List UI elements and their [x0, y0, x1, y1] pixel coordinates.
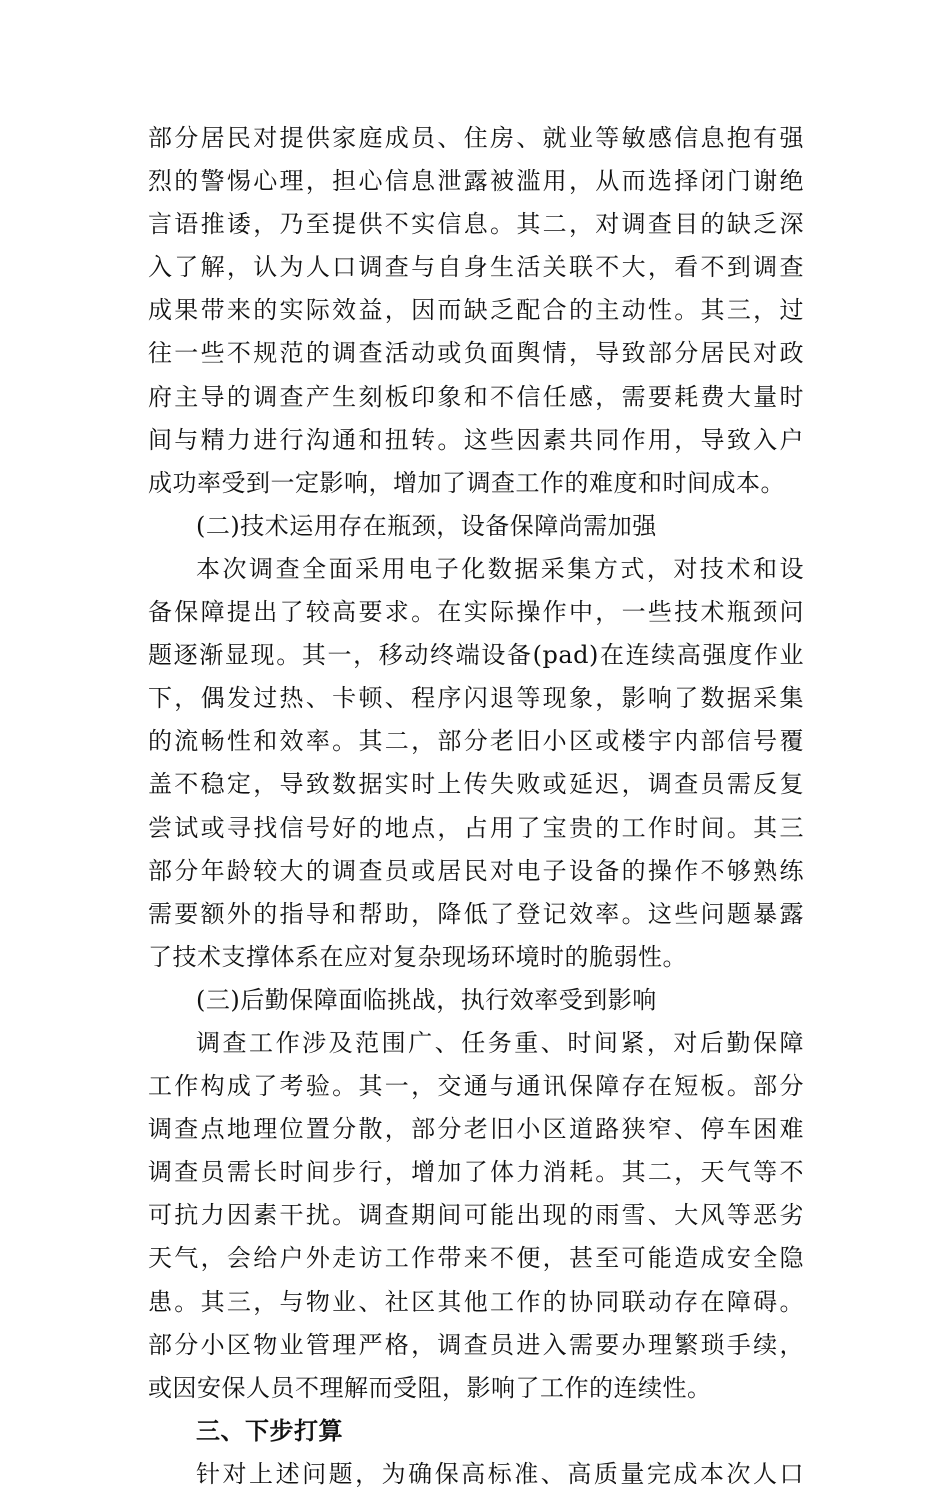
paragraph-line: 调查员需长时间步行，增加了体力消耗。其二，天气等不 [148, 1158, 804, 1187]
paragraph-line: 尝试或寻找信号好的地点，占用了宝贵的工作时间。其三 [148, 813, 804, 842]
document-body [148, 117, 804, 1496]
section-heading-2: (二)技术运用存在瓶颈，设备保障尚需加强 [196, 511, 657, 540]
paragraph-line: 天气，会给户外走访工作带来不便，甚至可能造成安全隐 [148, 1244, 804, 1273]
paragraph-line: 的流畅性和效率。其二，部分老旧小区或楼宇内部信号覆 [148, 727, 804, 756]
paragraph-line: 调查点地理位置分散，部分老旧小区道路狭窄、停车困难 [148, 1115, 804, 1144]
paragraph-line: 调查工作涉及范围广、任务重、时间紧，对后勤保障 [196, 1028, 804, 1057]
paragraph-line: 下，偶发过热、卡顿、程序闪退等现象，影响了数据采集 [148, 684, 804, 713]
paragraph-line: 可抗力因素干扰。调查期间可能出现的雨雪、大风等恶劣 [148, 1201, 804, 1230]
paragraph-line: 间与精力进行沟通和扭转。这些因素共同作用，导致入户 [148, 425, 804, 454]
paragraph-line: 本次调查全面采用电子化数据采集方式，对技术和设 [196, 554, 804, 583]
paragraph-line: 或因安保人员不理解而受阻，影响了工作的连续性。 [148, 1373, 712, 1402]
paragraph-line: 题逐渐显现。其一，移动终端设备(pad)在连续高强度作业 [148, 641, 804, 670]
paragraph-line: 往一些不规范的调查活动或负面舆情，导致部分居民对政 [148, 339, 804, 368]
paragraph-line: 烈的警惕心理，担心信息泄露被滥用，从而选择闭门谢绝 [148, 167, 804, 196]
paragraph-line: 成功率受到一定影响，增加了调查工作的难度和时间成本。 [148, 468, 785, 497]
section-heading-3: (三)后勤保障面临挑战，执行效率受到影响 [196, 985, 657, 1014]
paragraph-line: 入了解，认为人口调查与自身生活关联不大，看不到调查 [148, 253, 804, 282]
paragraph-line: 府主导的调查产生刻板印象和不信任感，需要耗费大量时 [148, 382, 804, 411]
paragraph-line: 部分小区物业管理严格，调查员进入需要办理繁琐手续， [148, 1330, 804, 1359]
chapter-heading-3: 三、下步打算 [196, 1416, 343, 1445]
paragraph-line: 需要额外的指导和帮助，降低了登记效率。这些问题暴露 [148, 899, 804, 928]
paragraph-line: 了技术支撑体系在应对复杂现场环境时的脆弱性。 [148, 942, 687, 971]
paragraph-line: 针对上述问题，为确保高标准、高质量完成本次人口 [196, 1459, 804, 1488]
paragraph-line: 工作构成了考验。其一，交通与通讯保障存在短板。部分 [148, 1072, 804, 1101]
paragraph-line: 盖不稳定，导致数据实时上传失败或延迟，调查员需反复 [148, 770, 804, 799]
paragraph-line: 部分居民对提供家庭成员、住房、就业等敏感信息抱有强 [148, 124, 804, 152]
paragraph-line: 备保障提出了较高要求。在实际操作中，一些技术瓶颈问 [148, 598, 804, 627]
paragraph-line: 患。其三，与物业、社区其他工作的协同联动存在障碍。 [148, 1287, 804, 1316]
paragraph-line: 部分年龄较大的调查员或居民对电子设备的操作不够熟练 [148, 856, 804, 885]
paragraph-line: 成果带来的实际效益，因而缺乏配合的主动性。其三，过 [148, 296, 804, 325]
paragraph-line: 言语推诿，乃至提供不实信息。其二，对调查目的缺乏深 [148, 210, 804, 239]
